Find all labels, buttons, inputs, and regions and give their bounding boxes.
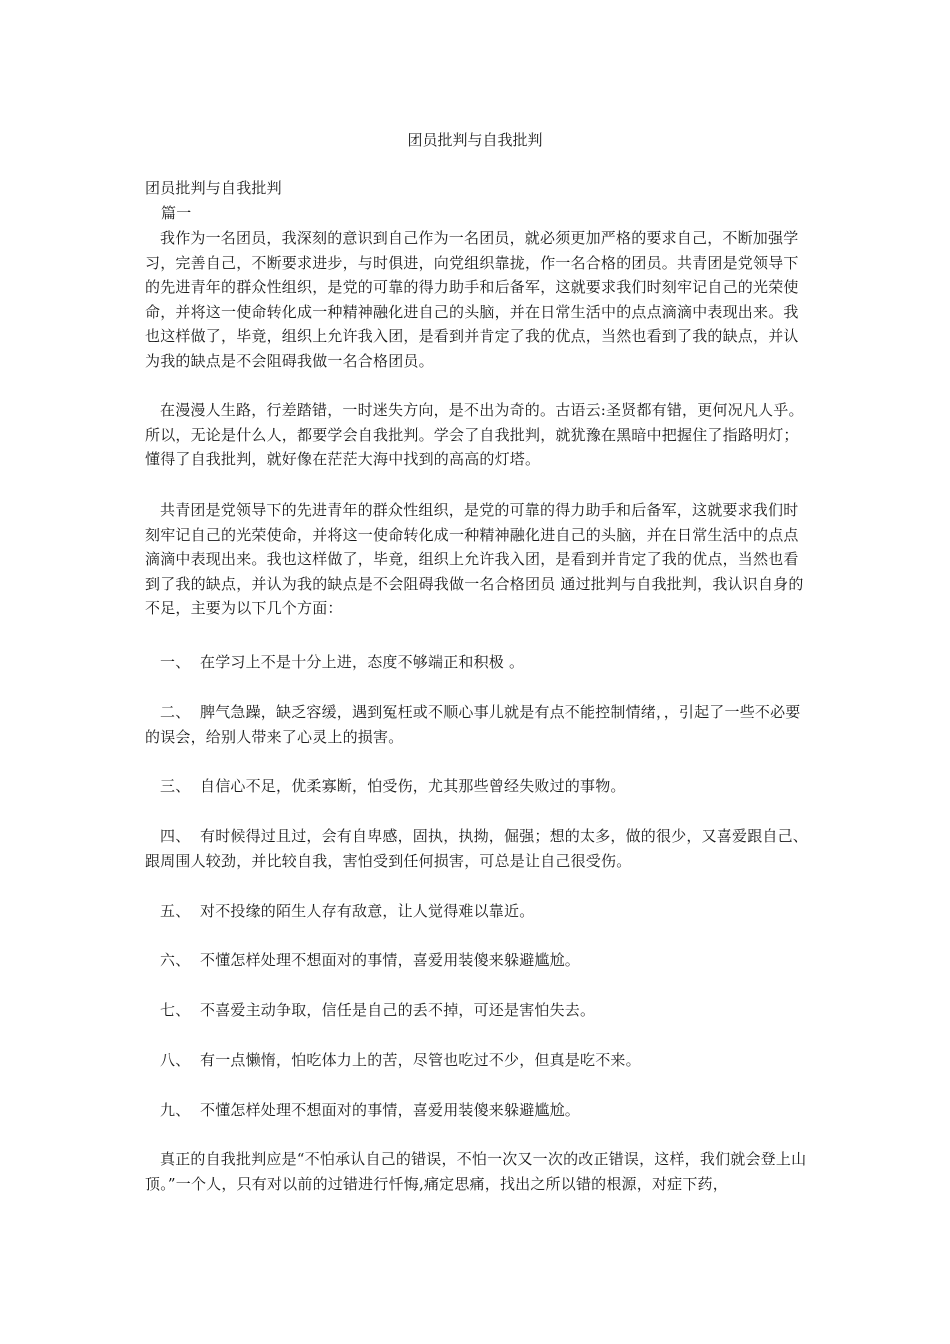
list-item-text: 在学习上不是十分上进，态度不够端正和积极 。 [200,653,525,671]
list-item-number: 二、 [160,703,191,721]
list-item-number: 三、 [160,777,191,795]
list-item-text: 有一点懒惰，怕吃体力上的苦，尽管也吃过不少，但真是吃不来。 [200,1051,641,1069]
list-item-3 [145,774,813,799]
list-item-number: 八、 [160,1051,191,1069]
paragraph-3: 共青团是党领导下的先进青年的群众性组织，是党的可靠的得力助手和后备军，这就要求我们时刻牢记自己的光荣使命，并将这一使命转化成一种精神融化进自己的头脑，并在日常生活中的点点滴滴中表现出来。我也这样做了，毕竟，组织上允许我入团，是看到并肯定了我的优点，当然也看到了我的缺点，并认为我的缺点是不会阻碍我做一名合格团员 通过批判与自我批判，我认识自身的不足，主要为以下几个方面： [145,501,804,617]
list-item-2 [145,700,813,749]
list-item-5 [145,899,813,924]
list-item-number: 五、 [160,902,191,920]
list-item-number: 六、 [160,951,191,969]
document-title: 团员批判与自我批判 [407,131,543,149]
part-label: 篇一 [161,204,192,222]
list-item-text: 自信心不足，优柔寡断，怕受伤，尤其那些曾经失败过的事物。 [200,777,626,795]
list-item-1 [145,650,813,675]
list-item-7 [145,998,813,1023]
list-item-text: 脾气急躁，缺乏容缓，遇到冤枉或不顺心事儿就是有点不能控制情绪，，引起了一些不必要的误会，给别人带来了心灵上的损害。 [145,703,801,746]
paragraph-2: 在漫漫人生路，行差踏错，一时迷失方向，是不出为奇的。古语云:圣贤都有错，更何况凡人乎。所以，无论是什么人，都要学会自我批判。学会了自我批判，就犹豫在黑暗中把握住了指路明灯；懂得了自我批判，就好像在茫茫大海中找到的高高的灯塔。 [145,401,804,468]
list-item-text: 有时候得过且过，会有自卑感，固执，执拗，倔强；想的太多，做的很少，又喜爱跟自己、跟周围人较劲，并比较自我，害怕受到任何损害，可总是让自己很受伤。 [145,827,809,870]
list-item-text: 对不投缘的陌生人存有敌意，让人觉得难以靠近。 [200,902,535,920]
closing-paragraph: 真正的自我批判应是“不怕承认自己的错误，不怕一次又一次的改正错误，这样，我们就会登上山顶。”一个人，只有对以前的过错进行忏悔,痛定思痛，找出之所以错的根源，对症下药， [145,1150,807,1193]
list-item-number: 七、 [160,1001,191,1019]
list-item-4 [145,824,813,873]
paragraph-1: 我作为一名团员，我深刻的意识到自己作为一名团员，就必须更加严格的要求自己，不断加强学习，完善自己，不断要求进步，与时俱进，向党组织靠拢，作一名合格的团员。共青团是党领导下的先进青年的群众性组织，是党的可靠的得力助手和后备军，这就要求我们时刻牢记自己的光荣使命，并将这一使命转化成一种精神融化进自己的头脑，并在日常生活中的点点滴滴中表现出来。我也这样做了，毕竟，组织上允许我入团，是看到并肯定了我的优点，当然也看到了我的缺点，并认为我的缺点是不会阻碍我做一名合格团员。 [145,229,799,370]
document-subtitle: 团员批判与自我批判 [145,179,282,197]
list-item-6 [145,948,813,973]
list-item-9 [145,1098,813,1123]
list-item-number: 九、 [160,1101,191,1119]
list-item-text: 不懂怎样处理不想面对的事情，喜爱用装傻来躲避尴尬。 [200,951,581,969]
list-item-number: 一、 [160,653,191,671]
list-item-text: 不喜爱主动争取，信任是自己的丢不掉，可还是害怕失去。 [200,1001,596,1019]
list-item-text: 不懂怎样处理不想面对的事情，喜爱用装傻来躲避尴尬。 [200,1101,581,1119]
list-item-8 [145,1048,813,1073]
list-item-number: 四、 [160,827,191,845]
